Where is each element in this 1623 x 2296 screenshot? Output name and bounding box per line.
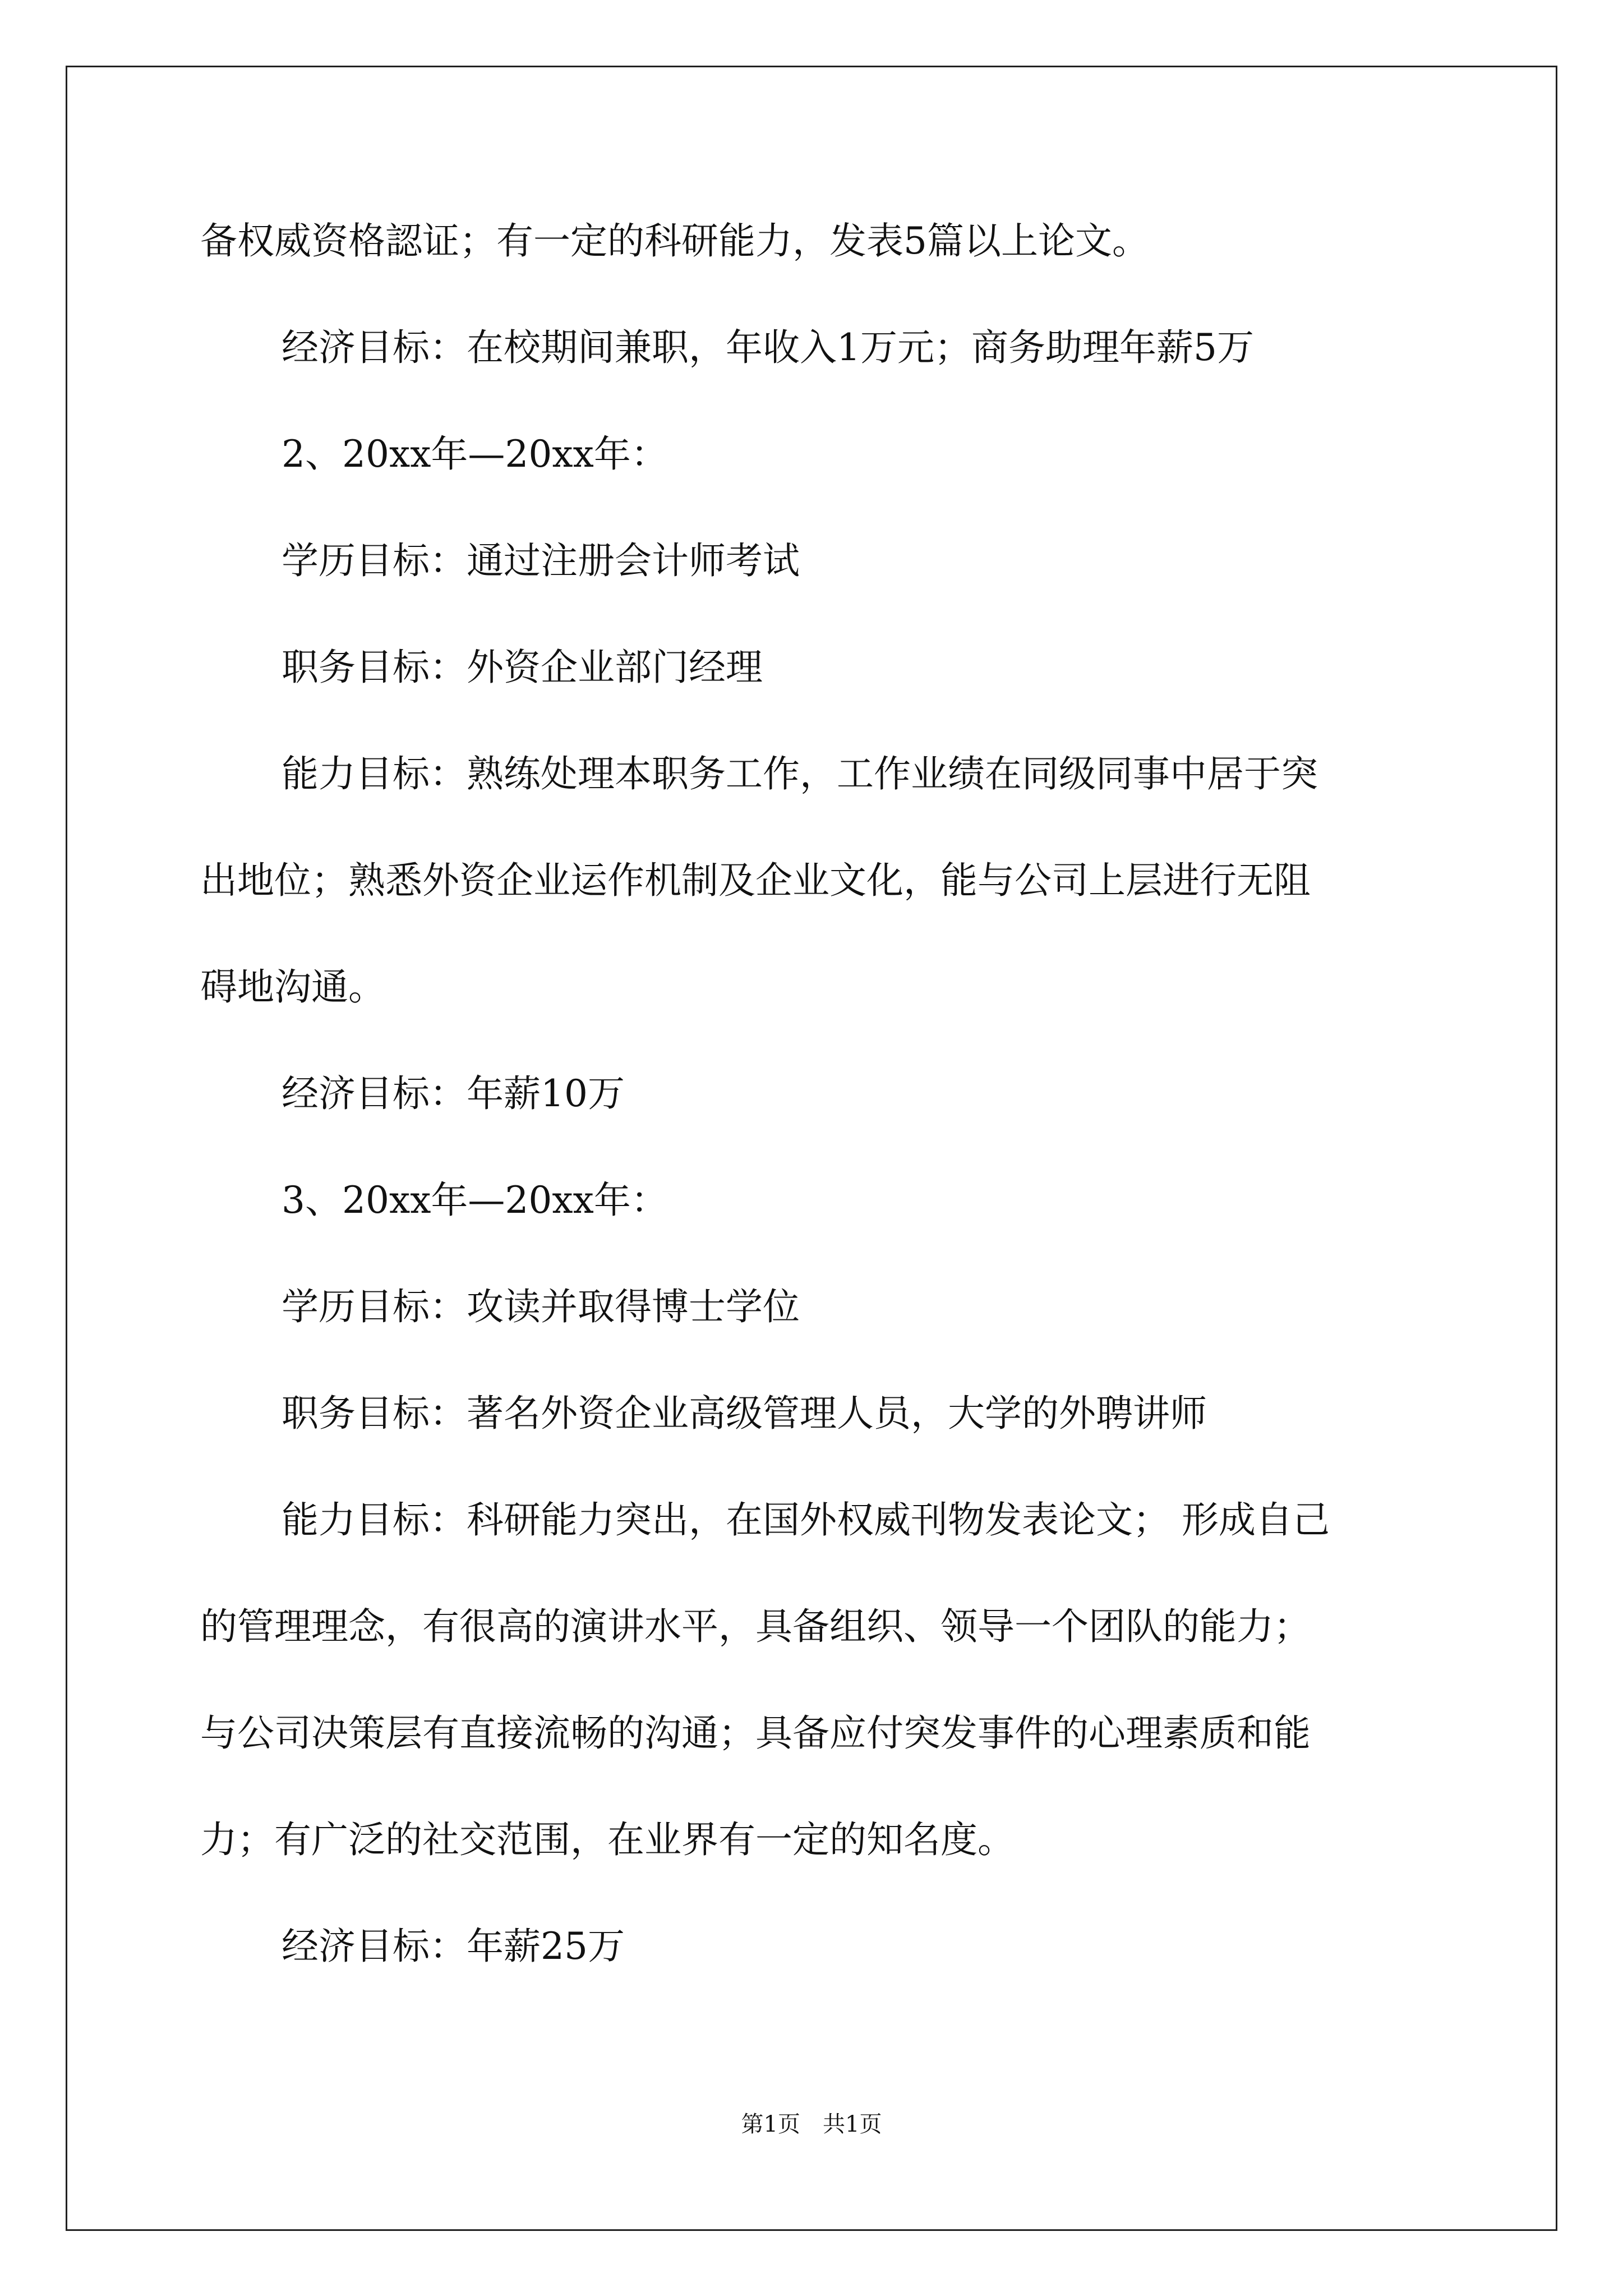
paragraph: 学历目标：通过注册会计师考试 [282, 539, 800, 582]
paragraph: 力；有广泛的社交范围，在业界有一定的知名度。 [200, 1818, 1015, 1861]
page-footer: 第1页 共1页 [741, 2111, 882, 2137]
paragraph: 职务目标：著名外资企业高级管理人员，大学的外聘讲师 [282, 1392, 1207, 1435]
paragraph: 备权威资格認证；有一定的科研能力，发表5篇以上论文。 [200, 219, 1149, 263]
document-body [200, 188, 1434, 2000]
paragraph: 的管理理念，有很高的演讲水平，具备组织、领导一个团队的能力； [200, 1605, 1311, 1648]
paragraph: 经济目标：在校期间兼职，年收入1万元；商务助理年薪5万 [282, 326, 1254, 369]
paragraph: 经济目标：年薪10万 [282, 1072, 625, 1115]
paragraph: 经济目标：年薪25万 [282, 1925, 625, 1968]
paragraph: 学历目标：攻读并取得博士学位 [282, 1285, 800, 1328]
paragraph: 碍地沟通。 [200, 965, 385, 1009]
paragraph: 职务目标：外资企业部门经理 [282, 646, 763, 689]
paragraph: 2、20xx年—20xx年： [282, 432, 668, 476]
paragraph: 3、20xx年—20xx年： [282, 1179, 668, 1222]
paragraph: 出地位；熟悉外资企业运作机制及企业文化，能与公司上层进行无阻 [200, 859, 1311, 902]
paragraph: 能力目标：熟练处理本职务工作，工作业绩在同级同事中居于突 [282, 752, 1318, 795]
paragraph: 与公司决策层有直接流畅的沟通；具备应付突发事件的心理素质和能 [200, 1711, 1311, 1755]
paragraph: 能力目标：科研能力突出，在国外权威刊物发表论文； 形成自己 [282, 1498, 1330, 1542]
